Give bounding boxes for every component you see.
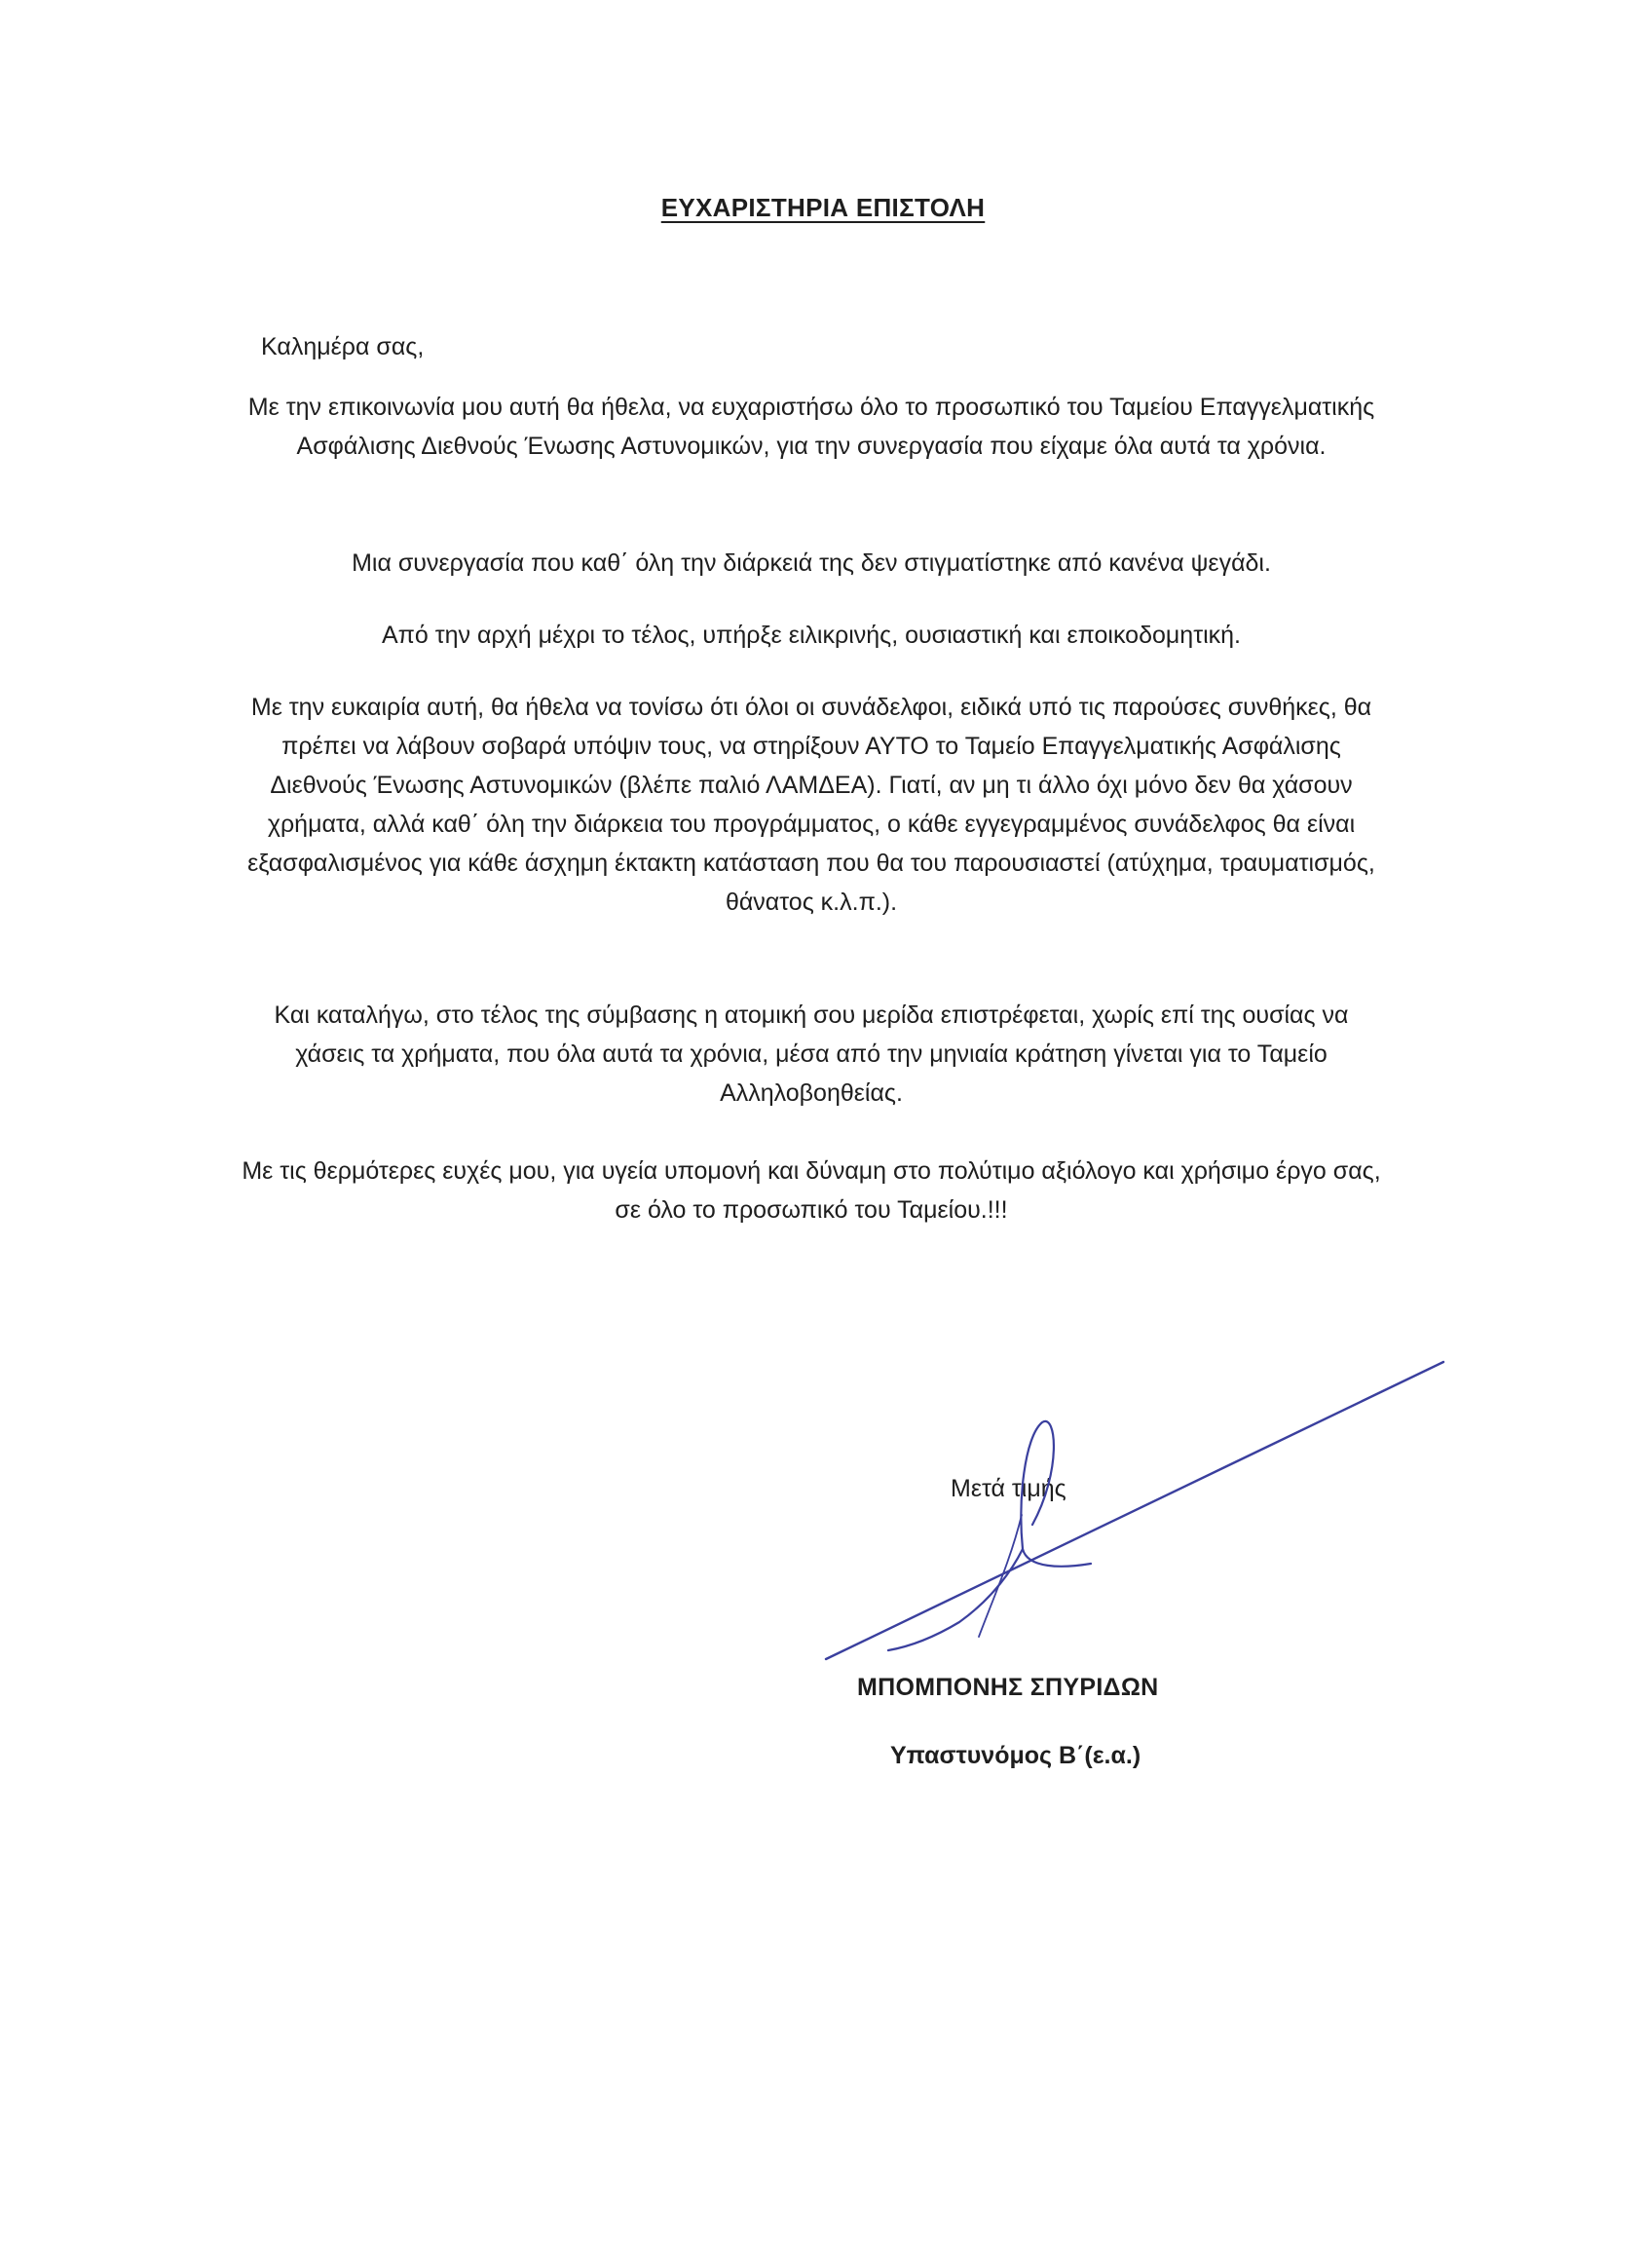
letter-title: ΕΥΧΑΡΙΣΤΗΡΙΑ ΕΠΙΣΤΟΛΗ (660, 193, 986, 222)
closing-phrase: Μετά τιμής (951, 1475, 1066, 1502)
paragraph-thanks: Με την επικοινωνία μου αυτή θα ήθελα, να ευχαριστήσω όλο το προσωπικό του Ταμείου Επαγγελματικής Ασφάλισης Διεθνούς Ένωσης Αστυνομικών, για την συνεργασία που είχαμε όλα αυτά τα χρόνια. (247, 394, 1375, 460)
paragraph-qualities: Από την αρχή μέχρι το τέλος, υπήρξε ειλικρινής, ουσιαστική και εποικοδομητική. (382, 622, 1241, 649)
signer-rank: Υπαστυνόμος Β΄(ε.α.) (890, 1742, 1141, 1769)
signer-name: ΜΠΟΜΠΟΝΗΣ ΣΠΥΡΙΔΩΝ (857, 1674, 1159, 1701)
paragraph-recommendation: Με την ευκαιρία αυτή, θα ήθελα να τονίσω ότι όλοι οι συνάδελφοι, ειδικά υπό τις παρούσες συνθήκες, θα πρέπει να λάβουν σοβαρά υπόψιν τους, να στηρίξουν ΑΥΤΟ το Ταμείο Επαγγελματικής Ασφάλισης Διεθνούς Ένωσης Αστυνομικών (βλέπε παλιό ΛΑΜΔΕΑ). Γιατί, αν μη τι άλλο όχι μόνο δεν θα χάσουν χρήματα, αλλά καθ΄ όλη την διάρκεια του προγράμματος, ο κάθε εγγεγραμμένος συνάδελφος θα είναι εξασφαλισμένος για κάθε άσχημη έκτακτη κατάσταση που θα του παρουσιαστεί (ατύχημα, τραυματισμός, θάνατος κ.λ.π.). (247, 694, 1375, 916)
paragraph-cooperation: Μια συνεργασία που καθ΄ όλη την διάρκειά της δεν στιγματίστηκε από κανένα ψεγάδι. (352, 549, 1271, 577)
paragraph-wishes: Με τις θερμότερες ευχές μου, για υγεία υπομονή και δύναμη στο πολύτιμο αξιόλογο και χρήσιμο έργο σας, σε όλο το προσωπικό του Ταμείου.!!! (242, 1157, 1381, 1224)
greeting: Καλημέρα σας, (261, 333, 425, 360)
paragraph-conclusion: Και καταλήγω, στο τέλος της σύμβασης η ατομική σου μερίδα επιστρέφεται, χωρίς επί της ουσίας να χάσεις τα χρήματα, που όλα αυτά τα χρόνια, μέσα από την μηνιαία κράτηση γίνεται για το Ταμείο Αλληλοβοηθείας. (274, 1002, 1349, 1107)
